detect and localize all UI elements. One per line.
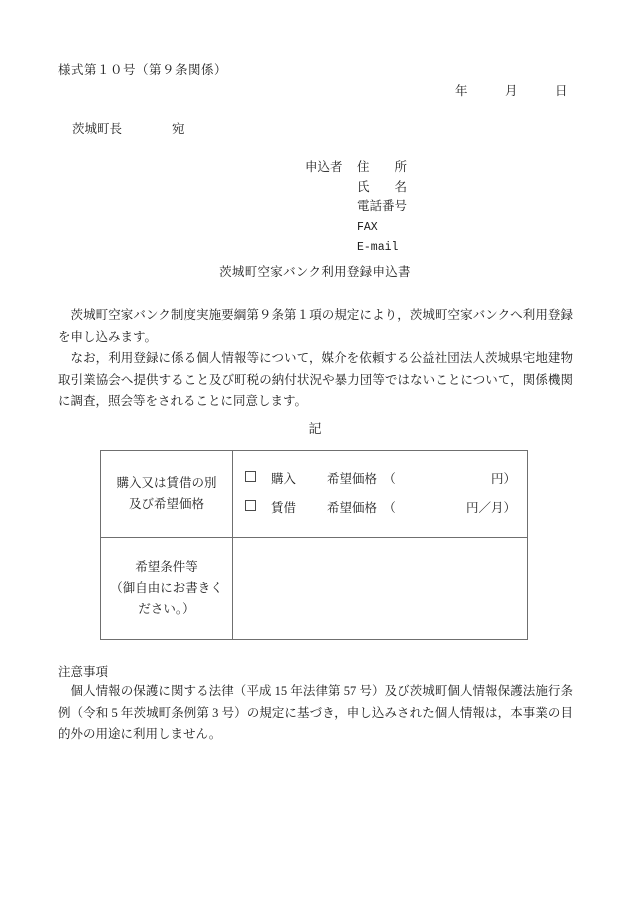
ki-marker: 記 [308, 421, 322, 436]
option-lease[interactable] [245, 494, 527, 523]
applicant-field-label-fax: FAX [357, 220, 378, 234]
applicant-phone-row [305, 197, 407, 217]
option-lease-label: 賃借 [271, 501, 297, 515]
applicant-fax-row [305, 217, 407, 238]
notes-heading: 注意事項 [58, 665, 109, 679]
option-lease-price-label: 希望価格 （ [327, 501, 396, 515]
applicant-block [305, 158, 407, 258]
checkbox-purchase-icon[interactable] [245, 471, 256, 482]
option-purchase-price-label: 希望価格 （ [327, 472, 396, 486]
body-paragraph-2: なお，利用登録に係る個人情報等について，媒介を依頼する公益社団法人茨城県宅地建物取引業協会へ提供すること及び町税の納付状況や暴力団等ではないことについて，関係機関に調査，照会等をされることに同意します。 [58, 351, 573, 408]
row-label-line-1: 購入又は賃借の別 [116, 476, 217, 490]
body-text [58, 305, 573, 413]
row-label-conditions-line-3: ださい。） [138, 602, 195, 616]
notes-body [58, 681, 573, 746]
option-purchase-unit: 円） [490, 472, 516, 486]
document-title: 茨城町空家バンク利用登録申込書 [219, 265, 411, 279]
row-label-conditions-line-2: （御自由にお書きく [110, 581, 223, 595]
form-number: 様式第１０号（第９条関係） [58, 63, 228, 77]
row-value-desired-conditions[interactable] [233, 538, 528, 640]
checkbox-lease-icon[interactable] [245, 500, 256, 511]
application-details-table [100, 450, 528, 640]
applicant-field-label-email: E-mail [357, 241, 399, 254]
row-label-desired-conditions [101, 538, 233, 640]
body-paragraph-1: 茨城町空家バンク制度実施要綱第９条第１項の規定により，茨城町空家バンクへ利用登録を申し込みます。 [58, 308, 573, 344]
row-label-purchase-or-lease [101, 451, 233, 538]
applicant-field-label-phone: 電話番号 [357, 199, 408, 213]
notes-paragraph: 個人情報の保護に関する法律（平成 15 年法律第 57 号）及び茨城町個人情報保護法施行条例（令和 5 年茨城町条例第 3 号）の規定に基づき，申し込みされた個人情報は，本事業の目的外の用途に利用しません。 [58, 684, 573, 741]
option-purchase-label: 購入 [271, 472, 297, 486]
applicant-field-label-address: 住 所 [357, 160, 408, 174]
row-label-conditions-line-1: 希望条件等 [135, 560, 198, 574]
addressee-line: 茨城町長 宛 [72, 122, 185, 136]
applicant-address-row [305, 158, 407, 178]
applicant-name-row [305, 178, 407, 198]
applicant-heading: 申込者 [305, 160, 343, 174]
row-value-purchase-or-lease [233, 451, 528, 538]
row-label-line-2: 及び希望価格 [128, 497, 204, 511]
applicant-field-label-name: 氏 名 [357, 179, 408, 194]
table-row-purchase-or-lease [101, 451, 528, 538]
date-line: 年 月 日 [455, 84, 568, 98]
applicant-email-row [305, 237, 407, 258]
option-lease-unit: 円／月） [465, 501, 516, 515]
table-row-desired-conditions [101, 538, 528, 640]
option-purchase[interactable] [245, 465, 527, 494]
